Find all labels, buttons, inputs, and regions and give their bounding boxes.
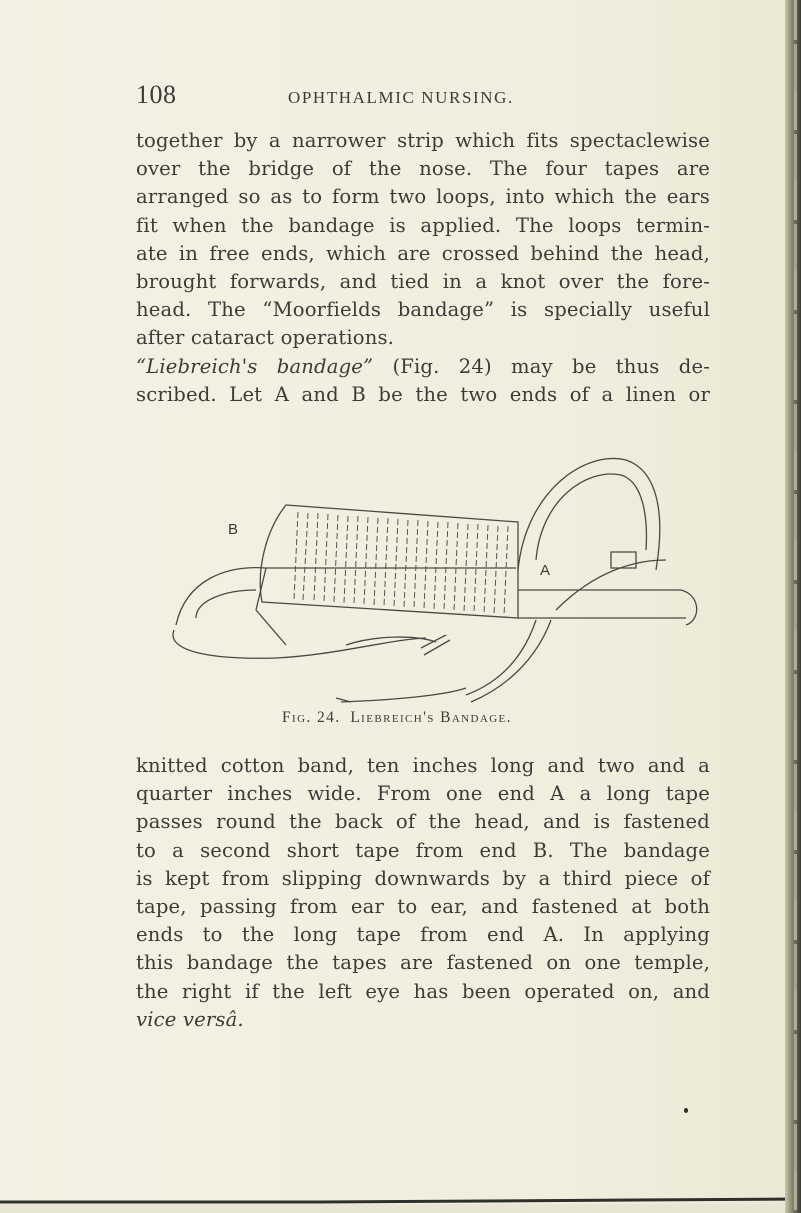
body-text-bottom (136, 752, 710, 1034)
liebreich-title: “Liebreich's bandage” (136, 354, 374, 378)
text-line: brought forwards, and tied in a knot over the fore- (136, 269, 710, 293)
text-line: ate in free ends, which are crossed behind the head, (136, 241, 710, 265)
bandage-illustration (166, 450, 726, 710)
bandage-figure (166, 450, 726, 710)
text-line-rest: (Fig. 24) may be thus de- (373, 354, 710, 378)
paragraph-two-line-one (136, 353, 710, 381)
text-line: tape, passing from ear to ear, and fastened at both (136, 894, 710, 918)
caption-title: Liebreich's Bandage. (350, 709, 512, 726)
text-line: the right if the left eye has been operated on, and (136, 979, 710, 1003)
text-line: quarter inches wide. From one end A a long tape (136, 782, 710, 806)
text-line: fit when the bandage is applied. The loops termin- (136, 213, 710, 237)
text-line: head. The “Moorfields bandage” is specially useful (136, 298, 710, 322)
text-line: this bandage the tapes are fastened on one temple, (136, 951, 710, 975)
text-line: over the bridge of the nose. The four tapes are (136, 157, 710, 181)
text-line: arranged so as to form two loops, into which the ears (136, 185, 710, 209)
book-binding-edge (785, 0, 801, 1213)
bottom-edge (0, 1196, 801, 1213)
figure-caption (282, 709, 512, 727)
text-line: to a second short tape from end B. The bandage (136, 838, 710, 862)
text-line-italic: vice versâ. (136, 1007, 244, 1031)
text-line: together by a narrower strip which fits spectaclewise (136, 129, 710, 152)
page-header (136, 80, 736, 112)
caption-prefix: Fig. 24. (282, 709, 341, 726)
page-number: 108 (136, 80, 177, 109)
text-line: scribed. Let A and B be the two ends of a linen or (136, 382, 710, 406)
text-line: after cataract operations. (136, 326, 395, 350)
running-head: OPHTHALMIC NURSING. (288, 88, 514, 107)
body-text-top (136, 127, 710, 409)
ink-dot (684, 1108, 688, 1113)
figure-label-b: B (228, 521, 239, 538)
text-line: passes round the back of the head, and is fastened (136, 810, 710, 834)
text-line: ends to the long tape from end A. In applying (136, 923, 710, 947)
figure-label-a: A (540, 562, 551, 579)
text-line: knitted cotton band, ten inches long and two and a (136, 754, 710, 777)
text-line: is kept from slipping downwards by a third piece of (136, 866, 710, 890)
